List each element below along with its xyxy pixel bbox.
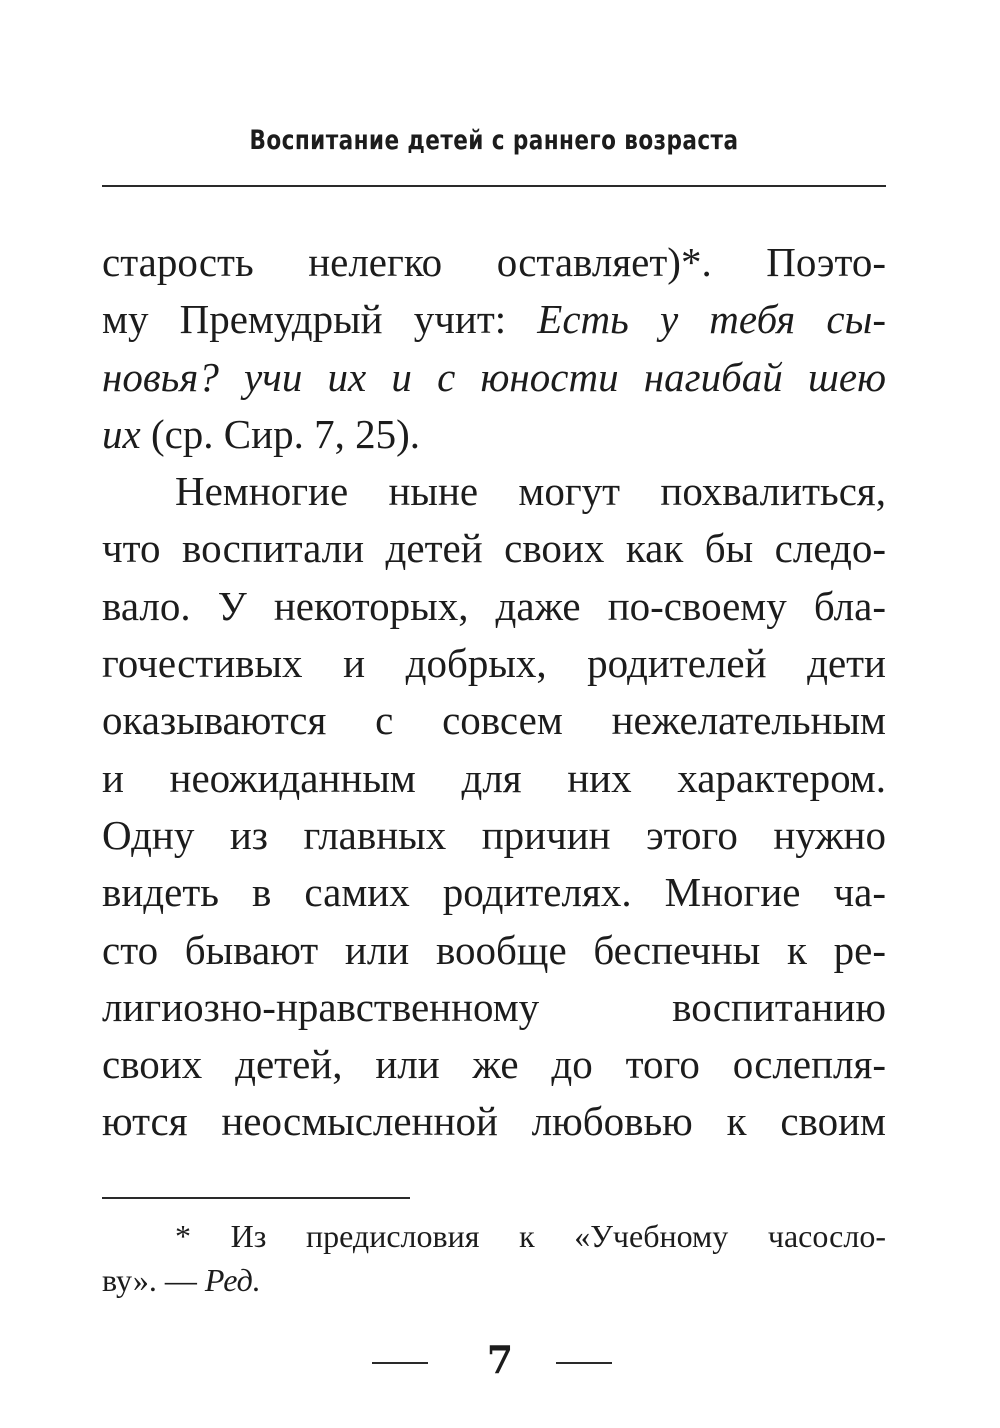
italic-quote: Есть у тебя сы-	[537, 296, 886, 343]
italic-quote-line: новья? учи их и с юности нагибай шею	[102, 353, 886, 400]
text-line	[102, 406, 886, 463]
text-line: что воспитали детей своих как бы следо-	[102, 525, 886, 572]
text-line: старость нелегко оставляет)*. Поэто-	[102, 239, 886, 285]
text-line: ются неосмысленной любовью к своим	[102, 1098, 886, 1145]
footnote-line: * Из предисловия к «Учебному часосло-	[175, 1218, 886, 1254]
footnote-rule	[102, 1197, 410, 1199]
text-line: лигиозно-нравственному воспитанию	[102, 983, 886, 1030]
footnote	[102, 1214, 886, 1302]
text-line: вало. У некоторых, даже по-своему бла-	[102, 582, 886, 629]
text-line: сто бывают или вообще беспечны к ре-	[102, 926, 886, 973]
text-line: оказываются с совсем нежелательным	[102, 697, 886, 744]
text-line	[102, 291, 886, 348]
text-line: и неожиданным для них характером.	[102, 754, 886, 801]
text-line: гочестивых и добрых, родителей дети	[102, 640, 886, 687]
paragraph-first-line: Немногие ныне могут похвалиться,	[175, 468, 886, 515]
page-number: 7	[486, 1337, 514, 1382]
text-run: му Премудрый учит:	[102, 296, 538, 343]
scripture-reference: (ср. Сир. 7, 25).	[140, 410, 420, 457]
folio-dash-right	[556, 1362, 612, 1364]
footnote-text: ву». —	[102, 1262, 205, 1298]
text-line: своих детей, или же до того ослепля-	[102, 1041, 886, 1088]
header-rule	[102, 185, 886, 187]
editor-mark: Ред.	[204, 1262, 261, 1298]
text-line: Одну из главных причин этого нужно	[102, 811, 886, 858]
footnote-line	[102, 1258, 886, 1302]
main-text	[102, 234, 886, 1151]
running-head: Воспитание детей с раннего возраста	[249, 125, 739, 156]
text-line: видеть в самих родителях. Многие ча-	[102, 869, 886, 916]
italic-quote: их	[102, 410, 141, 457]
